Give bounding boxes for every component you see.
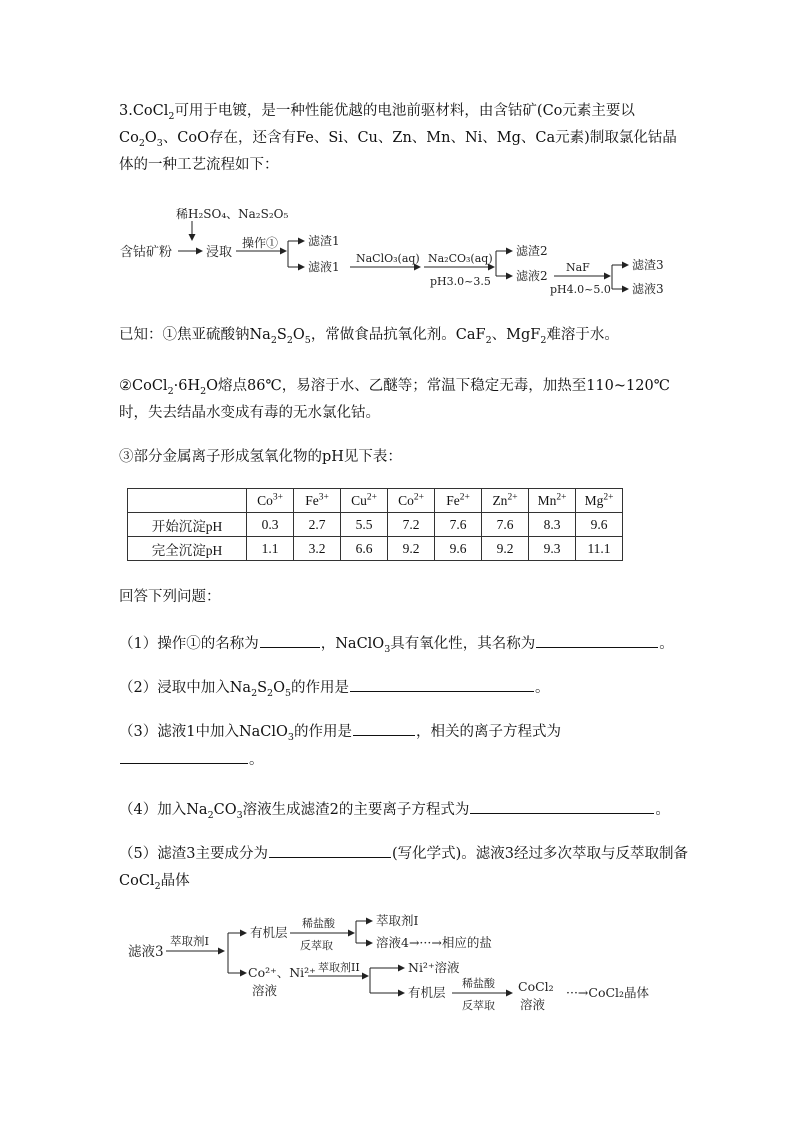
na2co3-reagent: Na₂CO₃(aq)	[428, 252, 493, 265]
extractant-1-label: 萃取剂I	[170, 934, 210, 948]
organic-layer-1: 有机层	[250, 925, 288, 940]
table-cell: 9.3	[529, 537, 576, 561]
answer-prompt: 回答下列问题：	[119, 589, 221, 605]
table-cell: 9.2	[388, 537, 435, 561]
table-row	[128, 537, 623, 561]
table-cell: 5.5	[341, 513, 388, 537]
dilute-hcl-2: 稀盐酸	[462, 977, 495, 990]
extraction-flowchart	[128, 905, 684, 1013]
ion-header: $Cu^{2+}$	[341, 489, 388, 513]
ion-header: $Zn^{2+}$	[482, 489, 529, 513]
back-extraction-1: 反萃取	[300, 939, 333, 952]
naf-reagent: NaF	[566, 261, 590, 274]
extractant-2-label: 萃取剂II	[318, 961, 360, 974]
leach-step: 浸取	[206, 245, 233, 260]
ph-table	[127, 488, 623, 561]
ion-header: $Mg^{2+}$	[576, 489, 623, 513]
ni-solution: Ni²⁺溶液	[408, 960, 460, 975]
dilute-hcl-1: 稀盐酸	[302, 917, 335, 930]
ph-range-1: pH3.0~3.5	[430, 275, 491, 288]
table-cell: 9.6	[435, 537, 482, 561]
organic-layer-2: 有机层	[408, 985, 446, 1000]
ion-header: $Co^{2+}$	[388, 489, 435, 513]
answer-blank[interactable]	[269, 840, 391, 858]
row-label: 开始沉淀pH	[128, 513, 247, 537]
table-row	[128, 513, 623, 537]
ion-header: $Fe^{2+}$	[435, 489, 482, 513]
table-cell: 6.6	[341, 537, 388, 561]
answer-blank[interactable]	[353, 718, 415, 736]
filtrate-1: 滤液1	[308, 260, 340, 274]
residue-3: 滤渣3	[632, 258, 664, 272]
naclo3-reagent: NaClO₃(aq)	[356, 252, 420, 265]
table-header-row	[128, 489, 623, 513]
solution-4-chain: 溶液4→···→相应的盐	[376, 935, 492, 950]
question-intro: 3.CoCl$_2$可用于电镀，是一种性能优越的电池前驱材料，由含钴矿(Co元素主要以$Co_2O_3$、CoO存在，还含有Fe、Si、Cu、Zn、Mn、Ni、Mg、Ca元素)制取氯化钴晶体的一种工艺流程如下：	[119, 103, 677, 173]
ion-header: $Mn^{2+}$	[529, 489, 576, 513]
filtrate-3: 滤液3	[632, 282, 664, 296]
back-extraction-2: 反萃取	[462, 999, 495, 1012]
ph-range-2: pH4.0~5.0	[550, 283, 611, 296]
table-cell: 8.3	[529, 513, 576, 537]
operation-1-label: 操作①	[242, 236, 279, 250]
co-ni-ions: Co²⁺、Ni²⁺	[248, 965, 316, 980]
process-flowchart	[118, 208, 678, 304]
table-corner-cell	[128, 489, 247, 513]
answer-blank[interactable]	[536, 630, 658, 648]
ion-header: $Fe^{3+}$	[294, 489, 341, 513]
cocl2-crystal: ···→CoCl₂晶体	[566, 985, 650, 1000]
known-info-2: $②CoCl_2\cdot 6H_2O$熔点86℃，易溶于水、乙醚等；常温下稳定无毒，加热至110~120℃时，失去结晶水变成有毒的无水氯化钴。	[119, 378, 670, 421]
answer-blank[interactable]	[470, 796, 654, 814]
row-label: 完全沉淀pH	[128, 537, 247, 561]
question-5: （5）滤渣3主要成分为 (写化学式)。滤液3经过多次萃取与反萃取制备CoCl$_2$晶体	[119, 840, 691, 895]
start-material: 含钴矿粉	[120, 245, 173, 260]
table-cell: 11.1	[576, 537, 623, 561]
table-cell: 7.6	[435, 513, 482, 537]
answer-blank[interactable]	[260, 630, 320, 648]
question-2: （2）浸取中加入$Na_2S_2O_5$的作用是 。	[119, 674, 691, 702]
table-cell: 3.2	[294, 537, 341, 561]
flow2-start: 滤液3	[128, 944, 164, 960]
question-1: （1）操作①的名称为 ，NaClO$_3$具有氧化性，其名称为 。	[119, 630, 691, 658]
answer-blank[interactable]	[120, 746, 248, 764]
extractant-1-recovered: 萃取剂I	[376, 913, 419, 928]
table-cell: 7.6	[482, 513, 529, 537]
co-ni-solution: 溶液	[252, 983, 278, 998]
ion-header: $Co^{3+}$	[247, 489, 294, 513]
known-info-1: 已知：①焦亚硫酸钠$Na_2S_2O_5$，常做食品抗氧化剂。CaF$_2$、MgF$_2$难溶于水。	[119, 327, 619, 346]
filtrate-2: 滤液2	[516, 269, 548, 283]
table-cell: 9.2	[482, 537, 529, 561]
residue-1: 滤渣1	[308, 234, 340, 248]
question-4: （4）加入$Na_2CO_3$溶液生成滤渣2的主要离子方程式为 。	[119, 796, 691, 824]
table-cell: 9.6	[576, 513, 623, 537]
residue-2: 滤渣2	[516, 244, 548, 258]
known-info-3: ③部分金属离子形成氢氧化物的pH见下表：	[119, 449, 402, 465]
table-cell: 2.7	[294, 513, 341, 537]
question-3: （3）滤液1中加入NaClO$_3$的作用是 ，相关的离子方程式为 。	[119, 718, 691, 774]
answer-blank[interactable]	[350, 674, 534, 692]
cocl2-product: CoCl₂	[518, 979, 554, 994]
table-cell: 7.2	[388, 513, 435, 537]
table-cell: 0.3	[247, 513, 294, 537]
cocl2-solution: 溶液	[520, 997, 546, 1012]
reagent-top-label: 稀H₂SO₄、Na₂S₂O₅	[176, 208, 289, 221]
table-cell: 1.1	[247, 537, 294, 561]
